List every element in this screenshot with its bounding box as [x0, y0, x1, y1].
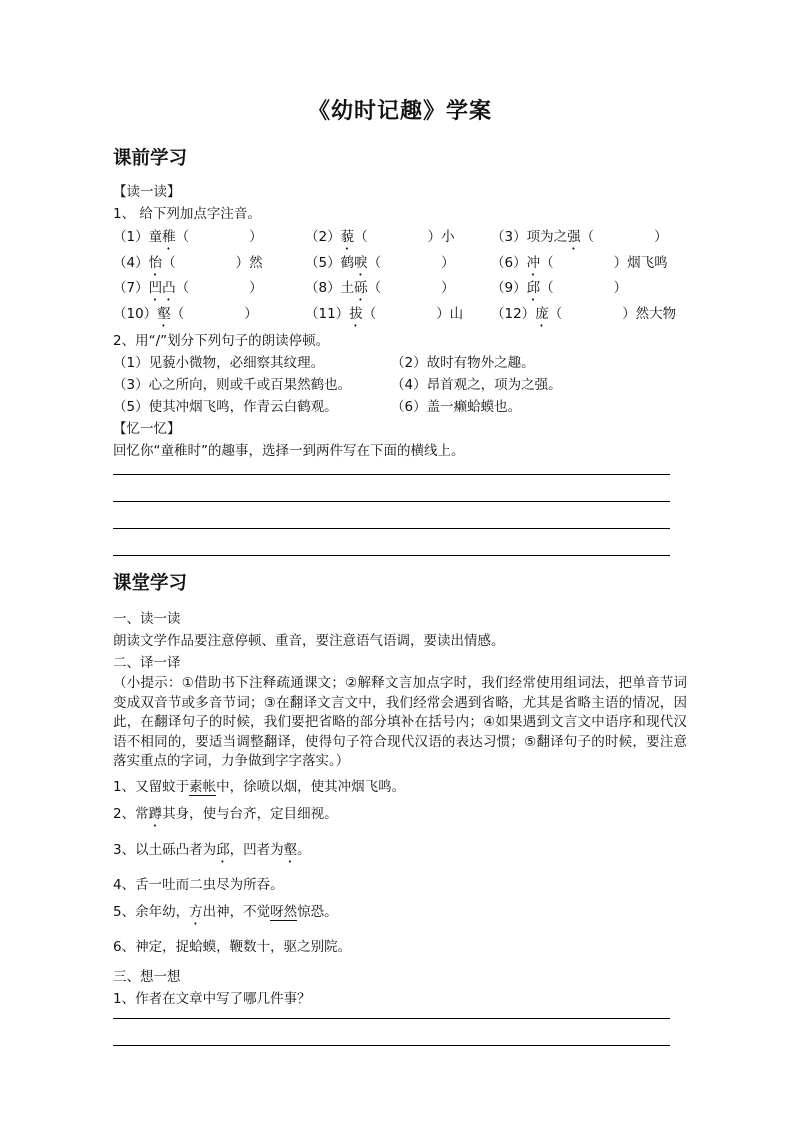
translate-sentence-4: 4、舌一吐而二虫尽为所吞。 [113, 876, 284, 893]
translate-sentence-3: 3、以土砾凸者为邱，凹者为壑。 [113, 841, 311, 858]
writing-line [113, 1010, 670, 1019]
part1-title: 一、读一读 [113, 611, 181, 627]
answer-writing-lines [113, 1010, 670, 1046]
part2-title: 二、译一译 [113, 655, 181, 671]
pinyin-row-1 [113, 225, 687, 251]
pinyin-item-9: （9）邱（ ） [491, 280, 628, 296]
writing-line [113, 529, 670, 556]
pause-sentence-4: （4）昂首观之，项为之强。 [391, 377, 562, 393]
q1-prompt: 1、 给下列加点字注音。 [113, 206, 261, 222]
think-q1-prompt: 1、作者在文章中写了哪几件事？ [113, 990, 311, 1007]
translation-hint: （小提示：①借助书下注释疏通课文；②解释文言加点字时，我们经常使用组词法，把单音节词变成双音节或多音节词；③在翻译文言文中，我们经常会遇到省略，尤其是省略主语的情况，因此，在翻译句子的时候，我们要把省略的部分填补在括号内；④如果遇到文言文中语序和现代汉语不相同的，要适当调整翻译，使得句子符合现代汉语的表达习惯；⑤翻译句子的时候，要注意落实重点的字词，力争做到字字落实。） [113, 675, 687, 769]
recall-section-label: 【忆一忆】 [113, 421, 181, 437]
recall-prompt: 回忆你“童稚时”的趣事，选择一到两件写在下面的横线上。 [113, 443, 465, 459]
writing-line [113, 1019, 670, 1046]
pinyin-row-4 [113, 302, 687, 328]
pinyin-row-3 [113, 276, 687, 302]
in-class-heading: 课堂学习 [113, 573, 188, 594]
writing-line [113, 462, 670, 475]
part1-text: 朗读文学作品要注意停顿、重音，要注意语气语调，要读出情感。 [113, 633, 505, 649]
pause-sentence-3: （3）心之所向，则或千或百果然鹤也。 [113, 377, 352, 393]
pinyin-item-11: （11）拔（ ）山 [305, 305, 464, 322]
pinyin-item-12: （12）庞（ ）然大物 [491, 305, 677, 322]
document-title: 《幼时记趣》学案 [307, 99, 492, 124]
translate-sentence-2: 2、常蹲其身，使与台齐，定目细视。 [113, 805, 338, 822]
pinyin-item-1: （1）童稚（ ） [113, 229, 263, 245]
pause-row-1 [113, 352, 687, 374]
pause-sentence-5: （5）使其冲烟飞鸣，作青云白鹤观。 [113, 399, 338, 415]
pinyin-item-6: （6）冲（ ）烟飞鸣 [491, 254, 668, 271]
pause-row-2 [113, 374, 687, 396]
recall-writing-lines [113, 462, 670, 556]
part3-title: 三、想一想 [113, 968, 181, 985]
pause-sentence-1: （1）见藐小微物，必细察其纹理。 [113, 355, 325, 371]
translate-sentence-6: 6、神定，捉蛤蟆，鞭数十，驱之别院。 [113, 938, 352, 955]
pinyin-row-2 [113, 251, 687, 277]
pause-sentence-6: （6）盖一癞蛤蟆也。 [391, 399, 522, 415]
pinyin-item-10: （10）壑（ ） [113, 305, 258, 322]
q2-prompt: 2、用“/”划分下列句子的朗读停顿。 [113, 333, 330, 349]
pinyin-item-3: （3）项为之强（ ） [491, 229, 668, 245]
pinyin-item-4: （4）怡（ ）然 [113, 254, 263, 271]
translate-sentence-5: 5、余年幼，方出神，不觉呀然惊恐。 [113, 903, 338, 920]
pinyin-item-2: （2）藐（ ）小 [305, 229, 455, 245]
writing-line [113, 502, 670, 529]
pinyin-item-8: （8）土砾（ ） [305, 280, 455, 296]
read-section-label: 【读一读】 [113, 184, 181, 200]
writing-line [113, 475, 670, 502]
pinyin-item-5: （5）鹤唳（ ） [305, 254, 455, 271]
pause-sentence-2: （2）故时有物外之趣。 [391, 355, 535, 371]
translate-sentence-1: 1、又留蚊于素帐中，徐喷以烟，使其冲烟飞鸣。 [113, 778, 406, 795]
pre-class-heading: 课前学习 [113, 148, 188, 169]
pinyin-item-7: （7）凹凸（ ） [113, 280, 263, 296]
pause-row-3 [113, 396, 687, 418]
